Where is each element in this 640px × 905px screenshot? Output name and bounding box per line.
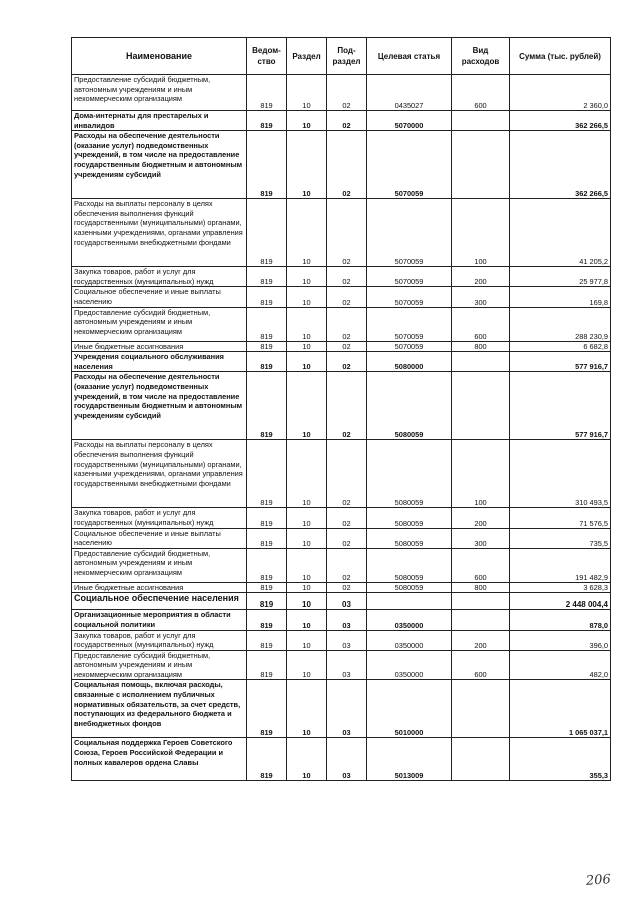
header-section: Раздел (287, 38, 327, 75)
row-target (367, 593, 452, 610)
row-type: 800 (452, 341, 510, 352)
row-subsection: 03 (327, 738, 367, 781)
row-subsection: 02 (327, 548, 367, 582)
row-name: Социальная поддержка Героев Советского Союза, Героев Российской Федерации и полных кавалеров ордена Славы (72, 738, 247, 781)
row-amount: 6 682,8 (510, 341, 611, 352)
row-target: 5070059 (367, 307, 452, 341)
row-dept: 819 (247, 341, 287, 352)
row-name: Иные бюджетные ассигнования (72, 341, 247, 352)
row-subsection: 02 (327, 508, 367, 528)
table-row (72, 287, 611, 307)
row-type (452, 593, 510, 610)
row-section: 10 (287, 738, 327, 781)
table-body (72, 75, 611, 781)
row-subsection: 03 (327, 650, 367, 680)
row-name: Предоставление субсидий бюджетным, автономным учреждениям и иным некоммерческим организациям (72, 548, 247, 582)
row-subsection: 03 (327, 593, 367, 610)
row-section: 10 (287, 630, 327, 650)
row-amount: 3 628,3 (510, 582, 611, 593)
row-subsection: 02 (327, 341, 367, 352)
row-amount: 169,8 (510, 287, 611, 307)
table-row (72, 528, 611, 548)
row-target: 5070059 (367, 199, 452, 267)
table-row (72, 131, 611, 199)
row-section: 10 (287, 352, 327, 372)
row-subsection: 02 (327, 582, 367, 593)
row-section: 10 (287, 341, 327, 352)
header-dept: Ведом-ство (247, 38, 287, 75)
table-row (72, 341, 611, 352)
page-number: 206 (585, 872, 612, 889)
table-row (72, 630, 611, 650)
header-amount: Сумма (тыс. рублей) (510, 38, 611, 75)
row-target: 5080059 (367, 440, 452, 508)
row-amount: 25 977,8 (510, 267, 611, 287)
row-subsection: 03 (327, 630, 367, 650)
row-section: 10 (287, 528, 327, 548)
row-name: Социальное обеспечение и иные выплаты населению (72, 528, 247, 548)
row-name: Расходы на выплаты персоналу в целях обеспечения выполнения функций государственными (муниципальными) органами, казенными учреждениями, органами управления государственными внебюджетными фондами (72, 199, 247, 267)
row-target: 5080000 (367, 352, 452, 372)
row-section: 10 (287, 610, 327, 630)
table-row (72, 307, 611, 341)
row-name: Учреждения социального обслуживания населения (72, 352, 247, 372)
row-subsection: 02 (327, 267, 367, 287)
row-dept: 819 (247, 738, 287, 781)
table-row (72, 680, 611, 738)
row-type (452, 610, 510, 630)
row-subsection: 03 (327, 610, 367, 630)
row-name: Предоставление субсидий бюджетным, автономным учреждениям и иным некоммерческим организациям (72, 307, 247, 341)
row-dept: 819 (247, 610, 287, 630)
header-type: Вид расходов (452, 38, 510, 75)
row-name: Предоставление субсидий бюджетным, автономным учреждениям и иным некоммерческим организациям (72, 650, 247, 680)
table-header-row (72, 38, 611, 75)
row-target: 5080059 (367, 548, 452, 582)
row-name: Расходы на выплаты персоналу в целях обеспечения выполнения функций государственными (муниципальными) органами, казенными учреждениями, органами управления государственными внебюджетными фондами (72, 440, 247, 508)
row-name: Социальное обеспечение населения (72, 593, 247, 610)
row-target: 5070059 (367, 131, 452, 199)
table-row (72, 352, 611, 372)
row-amount: 71 576,5 (510, 508, 611, 528)
row-amount: 310 493,5 (510, 440, 611, 508)
row-name: Предоставление субсидий бюджетным, автономным учреждениям и иным некоммерческим организациям (72, 75, 247, 111)
row-dept: 819 (247, 267, 287, 287)
row-section: 10 (287, 650, 327, 680)
table-row (72, 738, 611, 781)
row-section: 10 (287, 287, 327, 307)
row-subsection: 02 (327, 307, 367, 341)
row-name: Расходы на обеспечение деятельности (оказание услуг) подведомственных учреждений, в том числе на предоставление государственным бюджетным и автономным учреждениям субсидий (72, 372, 247, 440)
row-dept: 819 (247, 131, 287, 199)
row-type: 600 (452, 548, 510, 582)
row-dept: 819 (247, 528, 287, 548)
row-type: 200 (452, 630, 510, 650)
row-amount: 396,0 (510, 630, 611, 650)
row-section: 10 (287, 307, 327, 341)
row-amount: 41 205,2 (510, 199, 611, 267)
row-name: Социальное обеспечение и иные выплаты населению (72, 287, 247, 307)
row-section: 10 (287, 199, 327, 267)
row-type: 200 (452, 508, 510, 528)
row-name: Дома-интернаты для престарелых и инвалидов (72, 111, 247, 131)
row-amount: 735,5 (510, 528, 611, 548)
row-target: 5070059 (367, 267, 452, 287)
row-target: 0350000 (367, 650, 452, 680)
row-subsection: 02 (327, 75, 367, 111)
row-section: 10 (287, 680, 327, 738)
row-type (452, 372, 510, 440)
row-name: Закупка товаров, работ и услуг для государственных (муниципальных) нужд (72, 630, 247, 650)
row-dept: 819 (247, 630, 287, 650)
row-name: Закупка товаров, работ и услуг для государственных (муниципальных) нужд (72, 267, 247, 287)
row-subsection: 03 (327, 680, 367, 738)
row-section: 10 (287, 372, 327, 440)
row-target: 5010000 (367, 680, 452, 738)
table-row (72, 75, 611, 111)
row-type: 200 (452, 267, 510, 287)
row-type (452, 738, 510, 781)
row-target: 0350000 (367, 610, 452, 630)
row-amount: 362 266,5 (510, 111, 611, 131)
row-dept: 819 (247, 650, 287, 680)
row-type: 100 (452, 440, 510, 508)
table-row (72, 440, 611, 508)
row-target: 0435027 (367, 75, 452, 111)
row-dept: 819 (247, 548, 287, 582)
row-dept: 819 (247, 287, 287, 307)
row-subsection: 02 (327, 199, 367, 267)
row-section: 10 (287, 548, 327, 582)
row-dept: 819 (247, 75, 287, 111)
row-amount: 2 448 004,4 (510, 593, 611, 610)
row-target: 5013009 (367, 738, 452, 781)
row-section: 10 (287, 267, 327, 287)
row-amount: 1 065 037,1 (510, 680, 611, 738)
table-row (72, 199, 611, 267)
table-row (72, 582, 611, 593)
row-section: 10 (287, 508, 327, 528)
row-section: 10 (287, 75, 327, 111)
budget-table-wrapper (71, 37, 611, 781)
row-name: Иные бюджетные ассигнования (72, 582, 247, 593)
row-section: 10 (287, 440, 327, 508)
row-amount: 577 916,7 (510, 372, 611, 440)
header-name: Наименование (72, 38, 247, 75)
row-dept: 819 (247, 307, 287, 341)
table-row (72, 372, 611, 440)
row-target: 5070000 (367, 111, 452, 131)
row-amount: 362 266,5 (510, 131, 611, 199)
row-dept: 819 (247, 199, 287, 267)
row-section: 10 (287, 111, 327, 131)
row-subsection: 02 (327, 528, 367, 548)
row-dept: 819 (247, 372, 287, 440)
row-subsection: 02 (327, 131, 367, 199)
row-type (452, 131, 510, 199)
row-subsection: 02 (327, 440, 367, 508)
row-section: 10 (287, 582, 327, 593)
row-type: 600 (452, 307, 510, 341)
row-amount: 2 360,0 (510, 75, 611, 111)
row-target: 5080059 (367, 528, 452, 548)
row-name: Закупка товаров, работ и услуг для государственных (муниципальных) нужд (72, 508, 247, 528)
table-row (72, 610, 611, 630)
row-subsection: 02 (327, 352, 367, 372)
row-amount: 482,0 (510, 650, 611, 680)
table-row (72, 267, 611, 287)
row-type (452, 111, 510, 131)
row-subsection: 02 (327, 372, 367, 440)
row-amount: 191 482,9 (510, 548, 611, 582)
row-dept: 819 (247, 582, 287, 593)
row-dept: 819 (247, 593, 287, 610)
row-type: 600 (452, 75, 510, 111)
row-amount: 355,3 (510, 738, 611, 781)
table-row (72, 508, 611, 528)
row-name: Расходы на обеспечение деятельности (оказание услуг) подведомственных учреждений, в том числе на предоставление государственным бюджетным и автономным учреждениям субсидий (72, 131, 247, 199)
table-row (72, 548, 611, 582)
row-type: 100 (452, 199, 510, 267)
row-subsection: 02 (327, 287, 367, 307)
row-name: Организационные мероприятия в области социальной политики (72, 610, 247, 630)
row-target: 0350000 (367, 630, 452, 650)
header-subsection: Под-раздел (327, 38, 367, 75)
row-target: 5080059 (367, 508, 452, 528)
row-target: 5080059 (367, 582, 452, 593)
row-dept: 819 (247, 111, 287, 131)
row-type: 800 (452, 582, 510, 593)
row-type (452, 680, 510, 738)
row-type (452, 352, 510, 372)
row-dept: 819 (247, 680, 287, 738)
row-subsection: 02 (327, 111, 367, 131)
row-type: 300 (452, 287, 510, 307)
row-dept: 819 (247, 440, 287, 508)
row-amount: 577 916,7 (510, 352, 611, 372)
row-name: Социальная помощь, включая расходы, связанные с исполнением публичных нормативных обязательств, за счет средств, поступающих из федерального бюджета и внебюджетных фондов (72, 680, 247, 738)
row-dept: 819 (247, 352, 287, 372)
row-section: 10 (287, 131, 327, 199)
row-type: 600 (452, 650, 510, 680)
row-target: 5080059 (367, 372, 452, 440)
row-section: 10 (287, 593, 327, 610)
row-type: 300 (452, 528, 510, 548)
row-target: 5070059 (367, 341, 452, 352)
row-dept: 819 (247, 508, 287, 528)
table-row (72, 593, 611, 610)
table-row (72, 111, 611, 131)
budget-table (71, 37, 611, 781)
row-target: 5070059 (367, 287, 452, 307)
header-target: Целевая статья (367, 38, 452, 75)
row-amount: 878,0 (510, 610, 611, 630)
table-row (72, 650, 611, 680)
row-amount: 288 230,9 (510, 307, 611, 341)
